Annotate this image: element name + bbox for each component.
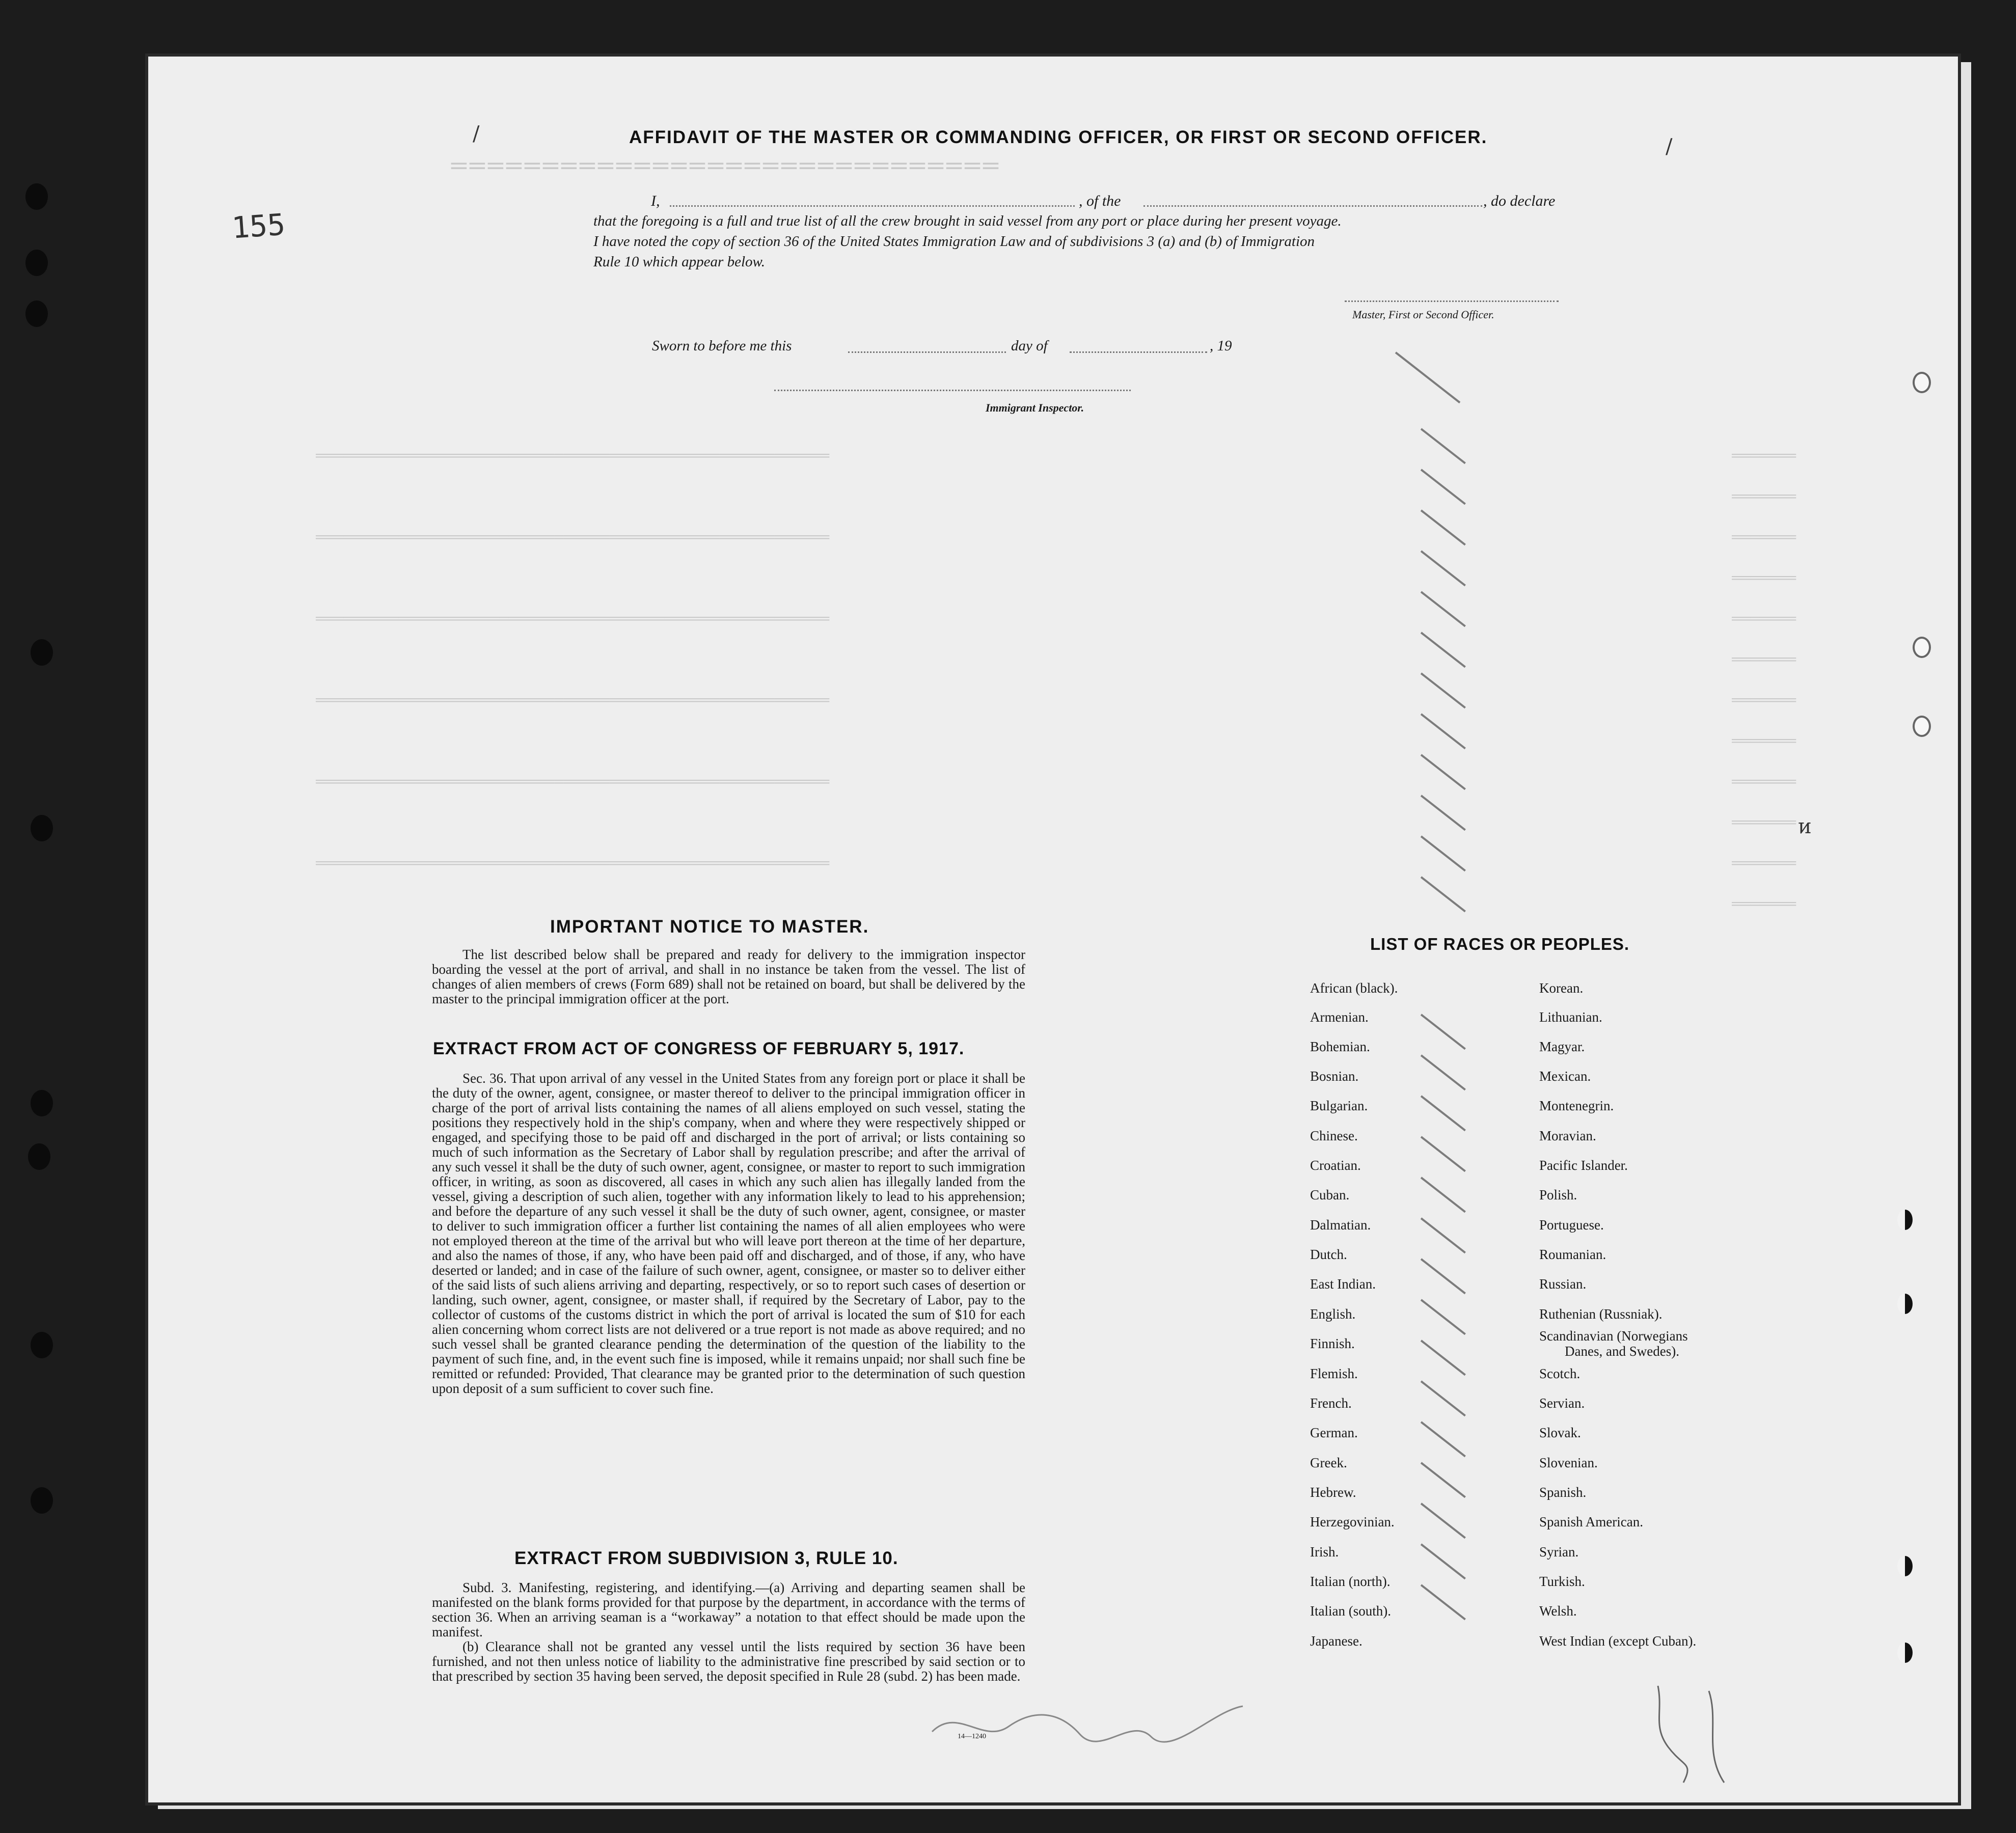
notice-text: The list described below shall be prepared and ready for delivery to the immigration inspector boarding the vessel at the port of arrival, and shall in no instance be taken from the vessel. The list of changes of alien members of crews (Form 689) shall not be retained on board, but shall be delivered by the master to the principal immigration officer at the port. xyxy=(432,947,1025,1006)
race-item: Polish. xyxy=(1539,1187,1577,1202)
race-item: Spanish American. xyxy=(1539,1514,1643,1529)
affidavit-line1-declare: , do declare xyxy=(1483,193,1556,209)
race-item: Moravian. xyxy=(1539,1128,1596,1143)
sworn-day-line xyxy=(848,351,1006,353)
race-item: Hebrew. xyxy=(1310,1485,1356,1500)
act-title: EXTRACT FROM ACT OF CONGRESS OF FEBRUARY 5, 1917. xyxy=(433,1039,965,1058)
race-item: Dutch. xyxy=(1310,1247,1347,1262)
race-item: Portuguese. xyxy=(1539,1217,1604,1233)
punch-hole xyxy=(1913,372,1931,393)
affidavit-line1-i: I, xyxy=(651,193,660,209)
master-name-line xyxy=(670,205,1075,207)
rule-title: EXTRACT FROM SUBDIVISION 3, RULE 10. xyxy=(514,1548,898,1568)
punch-hole xyxy=(1897,1643,1913,1663)
affidavit-line1-of: , of the xyxy=(1079,193,1121,209)
race-item: German. xyxy=(1310,1425,1358,1440)
rule-text-b: (b) Clearance shall not be granted any vessel until the lists required by section 36 have been furnished, and not then unless notice of liability to the administrative fine prescribed by said section or to that prescribed by section 35 having been served, the deposit specified in Rule 28 (subd. 2) has been made. xyxy=(432,1639,1025,1684)
binding-hole xyxy=(25,183,48,210)
punch-hole xyxy=(1897,1556,1913,1576)
race-item: Montenegrin. xyxy=(1539,1098,1614,1113)
race-item: Servian. xyxy=(1539,1396,1585,1411)
day-of-text: day of xyxy=(1011,338,1048,354)
master-signature-label: Master, First or Second Officer. xyxy=(1352,308,1494,321)
binding-hole xyxy=(31,1487,53,1514)
margin-scrawl xyxy=(1648,1681,1739,1793)
race-item: Finnish. xyxy=(1310,1336,1355,1351)
inspector-label: Immigrant Inspector. xyxy=(986,401,1084,414)
punch-hole xyxy=(1913,637,1931,658)
race-item: Bulgarian. xyxy=(1310,1098,1368,1113)
race-item: Italian (north). xyxy=(1310,1574,1391,1589)
race-item: Danes, and Swedes). xyxy=(1565,1344,1679,1359)
act-section xyxy=(432,1071,1025,1396)
binding-hole xyxy=(31,639,53,666)
inspector-signature-line xyxy=(774,390,1131,391)
document-page xyxy=(145,53,1961,1805)
race-item: Korean. xyxy=(1539,980,1584,996)
race-item: Japanese. xyxy=(1310,1633,1363,1649)
race-item: Armenian. xyxy=(1310,1009,1369,1025)
race-item: Ruthenian (Russniak). xyxy=(1539,1306,1663,1322)
binding-hole xyxy=(25,300,48,327)
race-item: West Indian (except Cuban). xyxy=(1539,1633,1697,1649)
pen-mark: / xyxy=(473,122,480,146)
notice-title: IMPORTANT NOTICE TO MASTER. xyxy=(550,917,869,937)
race-item: Mexican. xyxy=(1539,1069,1591,1084)
punch-hole xyxy=(1897,1210,1913,1230)
race-item: Cuban. xyxy=(1310,1187,1350,1202)
race-item: Irish. xyxy=(1310,1544,1339,1560)
binding-hole xyxy=(31,1332,53,1358)
binding-hole xyxy=(25,250,48,276)
binding-hole xyxy=(28,1143,50,1170)
page-number-stamp: 155 xyxy=(230,207,287,245)
punch-hole xyxy=(1913,716,1931,737)
race-item: Croatian. xyxy=(1310,1158,1361,1173)
binding-hole xyxy=(31,1090,53,1116)
race-item: Italian (south). xyxy=(1310,1603,1391,1619)
race-item: Slovenian. xyxy=(1539,1455,1598,1470)
affidavit-line4: Rule 10 which appear below. xyxy=(593,254,765,270)
pen-mark: / xyxy=(1666,135,1673,158)
race-item: Chinese. xyxy=(1310,1128,1358,1143)
race-item: African (black). xyxy=(1310,980,1398,996)
pen-mark: ᴎ xyxy=(1798,815,1812,838)
race-item: Bosnian. xyxy=(1310,1069,1359,1084)
race-item: Russian. xyxy=(1539,1276,1587,1292)
race-item: French. xyxy=(1310,1396,1352,1411)
affidavit-title: AFFIDAVIT OF THE MASTER OR COMMANDING OFFICER, OR FIRST OR SECOND OFFICER. xyxy=(629,127,1488,147)
rule-text-a: Subd. 3. Manifesting, registering, and identifying.—(a) Arriving and departing seamen shall be manifested on the blank forms provided for that purpose by the department, in accordance with the terms of section 36. When an arriving seaman is a “workaway” a notation to that effect should be made upon the manifest. xyxy=(432,1580,1025,1639)
race-item: Scotch. xyxy=(1539,1366,1581,1381)
act-text: Sec. 36. That upon arrival of any vessel in the United States from any foreign port or place it shall be the duty of the owner, agent, consignee, or master thereof to deliver to the principal immigration officer in charge of the port of arrival lists containing the names of all aliens employed on such vessel, stating the positions they respectively hold in the ship's company, when and where they were respectively shipped or engaged, and specifying those to be paid off and discharged in the port of arrival; or lists containing so much of such information as the Secretary of Labor shall by regulation prescribe; and after the arrival of any such vessel it shall be the duty of such owner, agent, consignee, or master to report to such immigration officer, in writing, as soon as discovered, all cases in which any such alien has illegally landed from the vessel, giving a description of such alien, together with any information likely to lead to his apprehension; and before the departure of any such vessel it shall be the duty of such owner, agent, consignee, or master to deliver to such immigration officer a further list containing the names of all alien employees who were not employed thereon at the time of the arrival but who will leave port thereon at the time of her departure, and also the names of those, if any, who have been paid off and discharged, and of those, if any, who have deserted or landed; and in case of the failure of such owner, agent, consignee, or master so to deliver either of the said lists of such aliens arriving and departing, respectively, or so to report such cases of desertion or landing, such owner, agent, consignee, or master shall, if required by the Secretary of Labor, pay to the collector of customs of the customs district in which the port of arrival is located the sum of $10 for each alien concerning whom correct lists are not delivered or a true report is not made as above required; and no such vessel shall be granted clearance pending the determination of the question of the liability to the payment of such fine, and, in the event such fine is imposed, while it remains unpaid; nor shall such fine be remitted or refunded: Provided, That clearance may be granted prior to the determination of such question upon deposit of a sum sufficient to cover such fine. xyxy=(432,1071,1025,1396)
race-item: Syrian. xyxy=(1539,1544,1579,1560)
rule-section xyxy=(432,1580,1025,1684)
vessel-name-line xyxy=(1143,205,1482,207)
punch-hole xyxy=(1897,1294,1913,1314)
race-item: East Indian. xyxy=(1310,1276,1376,1292)
sworn-month-line xyxy=(1070,351,1207,353)
form-number: 14—1240 xyxy=(958,1733,986,1740)
year-text: , 19 xyxy=(1210,338,1232,354)
race-item: Welsh. xyxy=(1539,1603,1577,1619)
race-item: Scandinavian (Norwegians xyxy=(1539,1328,1688,1344)
race-item: Greek. xyxy=(1310,1455,1347,1470)
race-item: Turkish. xyxy=(1539,1574,1585,1589)
race-item: Dalmatian. xyxy=(1310,1217,1371,1233)
affidavit-line2: that the foregoing is a full and true list of all the crew brought in said vessel from any port or place during her present voyage. xyxy=(593,213,1342,229)
race-item: Flemish. xyxy=(1310,1366,1358,1381)
binding-hole xyxy=(31,815,53,841)
race-item: Roumanian. xyxy=(1539,1247,1606,1262)
race-item: Slovak. xyxy=(1539,1425,1581,1440)
race-item: Lithuanian. xyxy=(1539,1009,1602,1025)
affidavit-line3: I have noted the copy of section 36 of the United States Immigration Law and of subdivisions 3 (a) and (b) of Immigration xyxy=(593,233,1315,250)
race-item: English. xyxy=(1310,1306,1356,1322)
sworn-text: Sworn to before me this xyxy=(652,338,792,354)
race-item: Magyar. xyxy=(1539,1039,1585,1054)
race-item: Bohemian. xyxy=(1310,1039,1370,1054)
race-item: Pacific Islander. xyxy=(1539,1158,1628,1173)
race-item: Herzegovinian. xyxy=(1310,1514,1395,1529)
signature-scrawl xyxy=(927,1696,1253,1752)
notice-section xyxy=(432,947,1025,1006)
races-title: LIST OF RACES OR PEOPLES. xyxy=(1370,935,1630,953)
master-signature-line xyxy=(1345,300,1559,302)
race-item: Spanish. xyxy=(1539,1485,1587,1500)
